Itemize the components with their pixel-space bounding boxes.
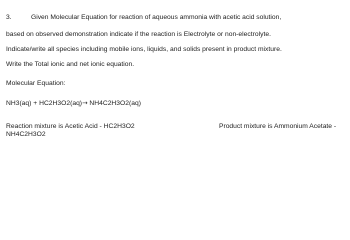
molecular-equation <box>6 99 141 108</box>
equation-reactants: NH3(aq) + HC2H3O2(aq) <box>6 100 83 107</box>
question-text-line-1: Given Molecular Equation for reaction of aqueous ammonia with acetic acid solution, <box>31 14 282 21</box>
product-mixture-text: Product mixture is Ammonium Acetate - <box>219 123 337 130</box>
question-text-line-2: based on observed demonstration indicate if the reaction is Electrolyte or non-electrolyte. <box>6 31 272 38</box>
product-mixture-formula: NH4C2H3O2 <box>6 131 46 137</box>
question-number: 3. <box>6 14 12 21</box>
reaction-arrow-icon: → <box>82 99 88 107</box>
equation-products: NH4C2H3O2(aq) <box>87 100 141 107</box>
question-text-line-4: Write the Total ionic and net ionic equation. <box>6 61 135 68</box>
reaction-mixture-text: Reaction mixture is Acetic Acid - HC2H3O2 <box>6 123 135 130</box>
question-text-line-3: Indicate/write all species including mobile ions, liquids, and solids present in product mixture. <box>6 46 282 53</box>
molecular-equation-heading: Molecular Equation: <box>6 80 66 87</box>
